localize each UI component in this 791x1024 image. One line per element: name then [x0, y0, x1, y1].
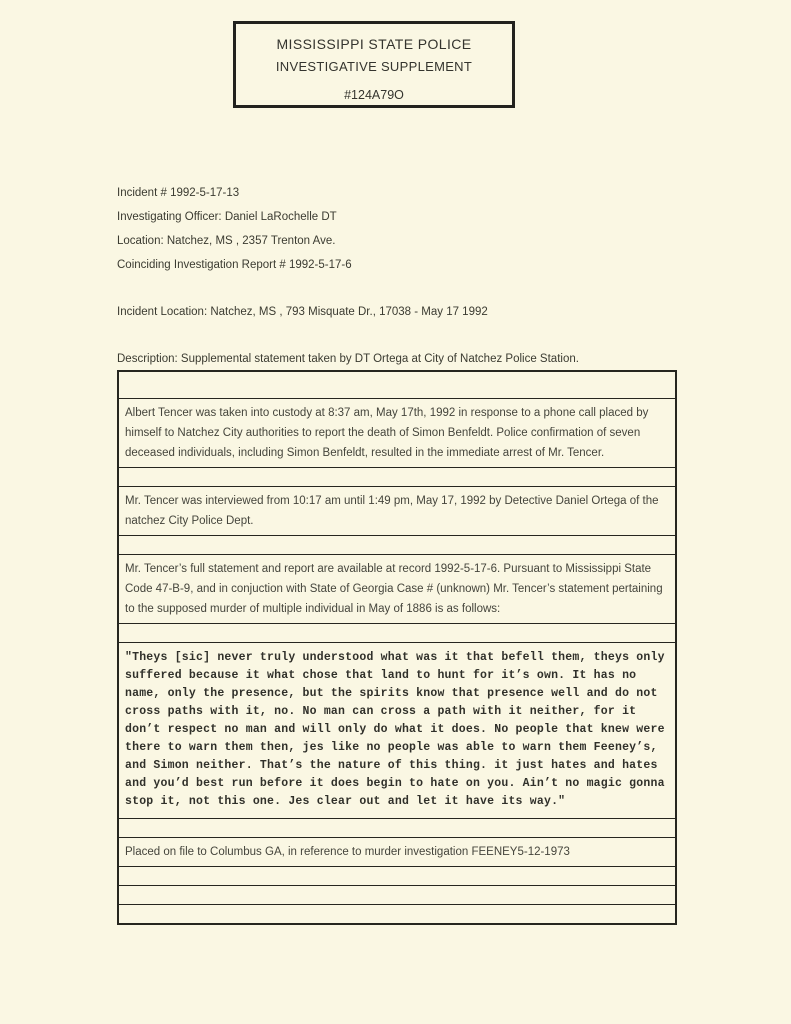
table-empty-row: [119, 623, 675, 642]
statement-text-row: Mr. Tencer was interviewed from 10:17 am until 1:49 pm, May 17, 1992 by Detective Daniel Ortega of the natchez City Police Dept.: [119, 486, 675, 535]
meta-investigating-officer: Investigating Officer: Daniel LaRochelle DT: [117, 211, 337, 223]
table-empty-row: [119, 818, 675, 837]
agency-title: MISSISSIPPI STATE POLICE: [276, 36, 472, 52]
table-empty-row: [119, 535, 675, 554]
table-empty-row: [119, 885, 675, 904]
meta-incident-number: Incident # 1992-5-17-13: [117, 187, 240, 199]
report-header-box: [233, 21, 515, 108]
statement-text-row: Placed on file to Columbus GA, in reference to murder investigation FEENEY5-12-1973: [119, 837, 675, 866]
table-empty-row: [119, 866, 675, 885]
statement-table: [117, 370, 677, 925]
statement-quote-row: "Theys [sic] never truly understood what was it that befell them, theys only suffered because it what chose that land to hunt for it’s own. It has no name, only the presence, but the spirits know that presence well and do not cross paths with it, no. No man can cross a path with it neither, for it don’t respect no man and will only do what it does. No people that knew were there to warn them then, jes like no people was able to warn them Feeney’s, and Simon neither. That’s the nature of this thing. it just hates and hates and you’d best run before it does begin to hate on you. Ain’t no magic gonna stop it, not this one. Jes clear out and let it have its way.": [119, 642, 675, 818]
case-number: #124A79O: [344, 88, 404, 102]
table-empty-row: [119, 372, 675, 398]
statement-text-row: Albert Tencer was taken into custody at 8:37 am, May 17th, 1992 in response to a phone call placed by himself to Natchez City authorities to report the death of Simon Benfeldt. Police confirmation of seven deceased individuals, including Simon Benfeldt, resulted in the immediate arrest of Mr. Tencer.: [119, 398, 675, 467]
report-metadata: [117, 181, 717, 371]
meta-incident-location: Incident Location: Natchez, MS , 793 Misquate Dr., 17038 - May 17 1992: [117, 306, 488, 318]
table-empty-row: [119, 467, 675, 486]
meta-location: Location: Natchez, MS , 2357 Trenton Ave.: [117, 235, 336, 247]
meta-description: Description: Supplemental statement taken by DT Ortega at City of Natchez Police Station.: [117, 353, 579, 365]
report-type: INVESTIGATIVE SUPPLEMENT: [275, 59, 473, 74]
table-empty-row: [119, 904, 675, 923]
meta-coinciding-report: Coinciding Investigation Report # 1992-5-17-6: [117, 259, 352, 271]
statement-text-row: Mr. Tencer’s full statement and report are available at record 1992-5-17-6. Pursuant to Mississippi State Code 47-B-9, and in conjuction with State of Georgia Case # (unknown) Mr. Tencer’s statement pertaining to the supposed murder of multiple individual in May of 1886 is as follows:: [119, 554, 675, 623]
